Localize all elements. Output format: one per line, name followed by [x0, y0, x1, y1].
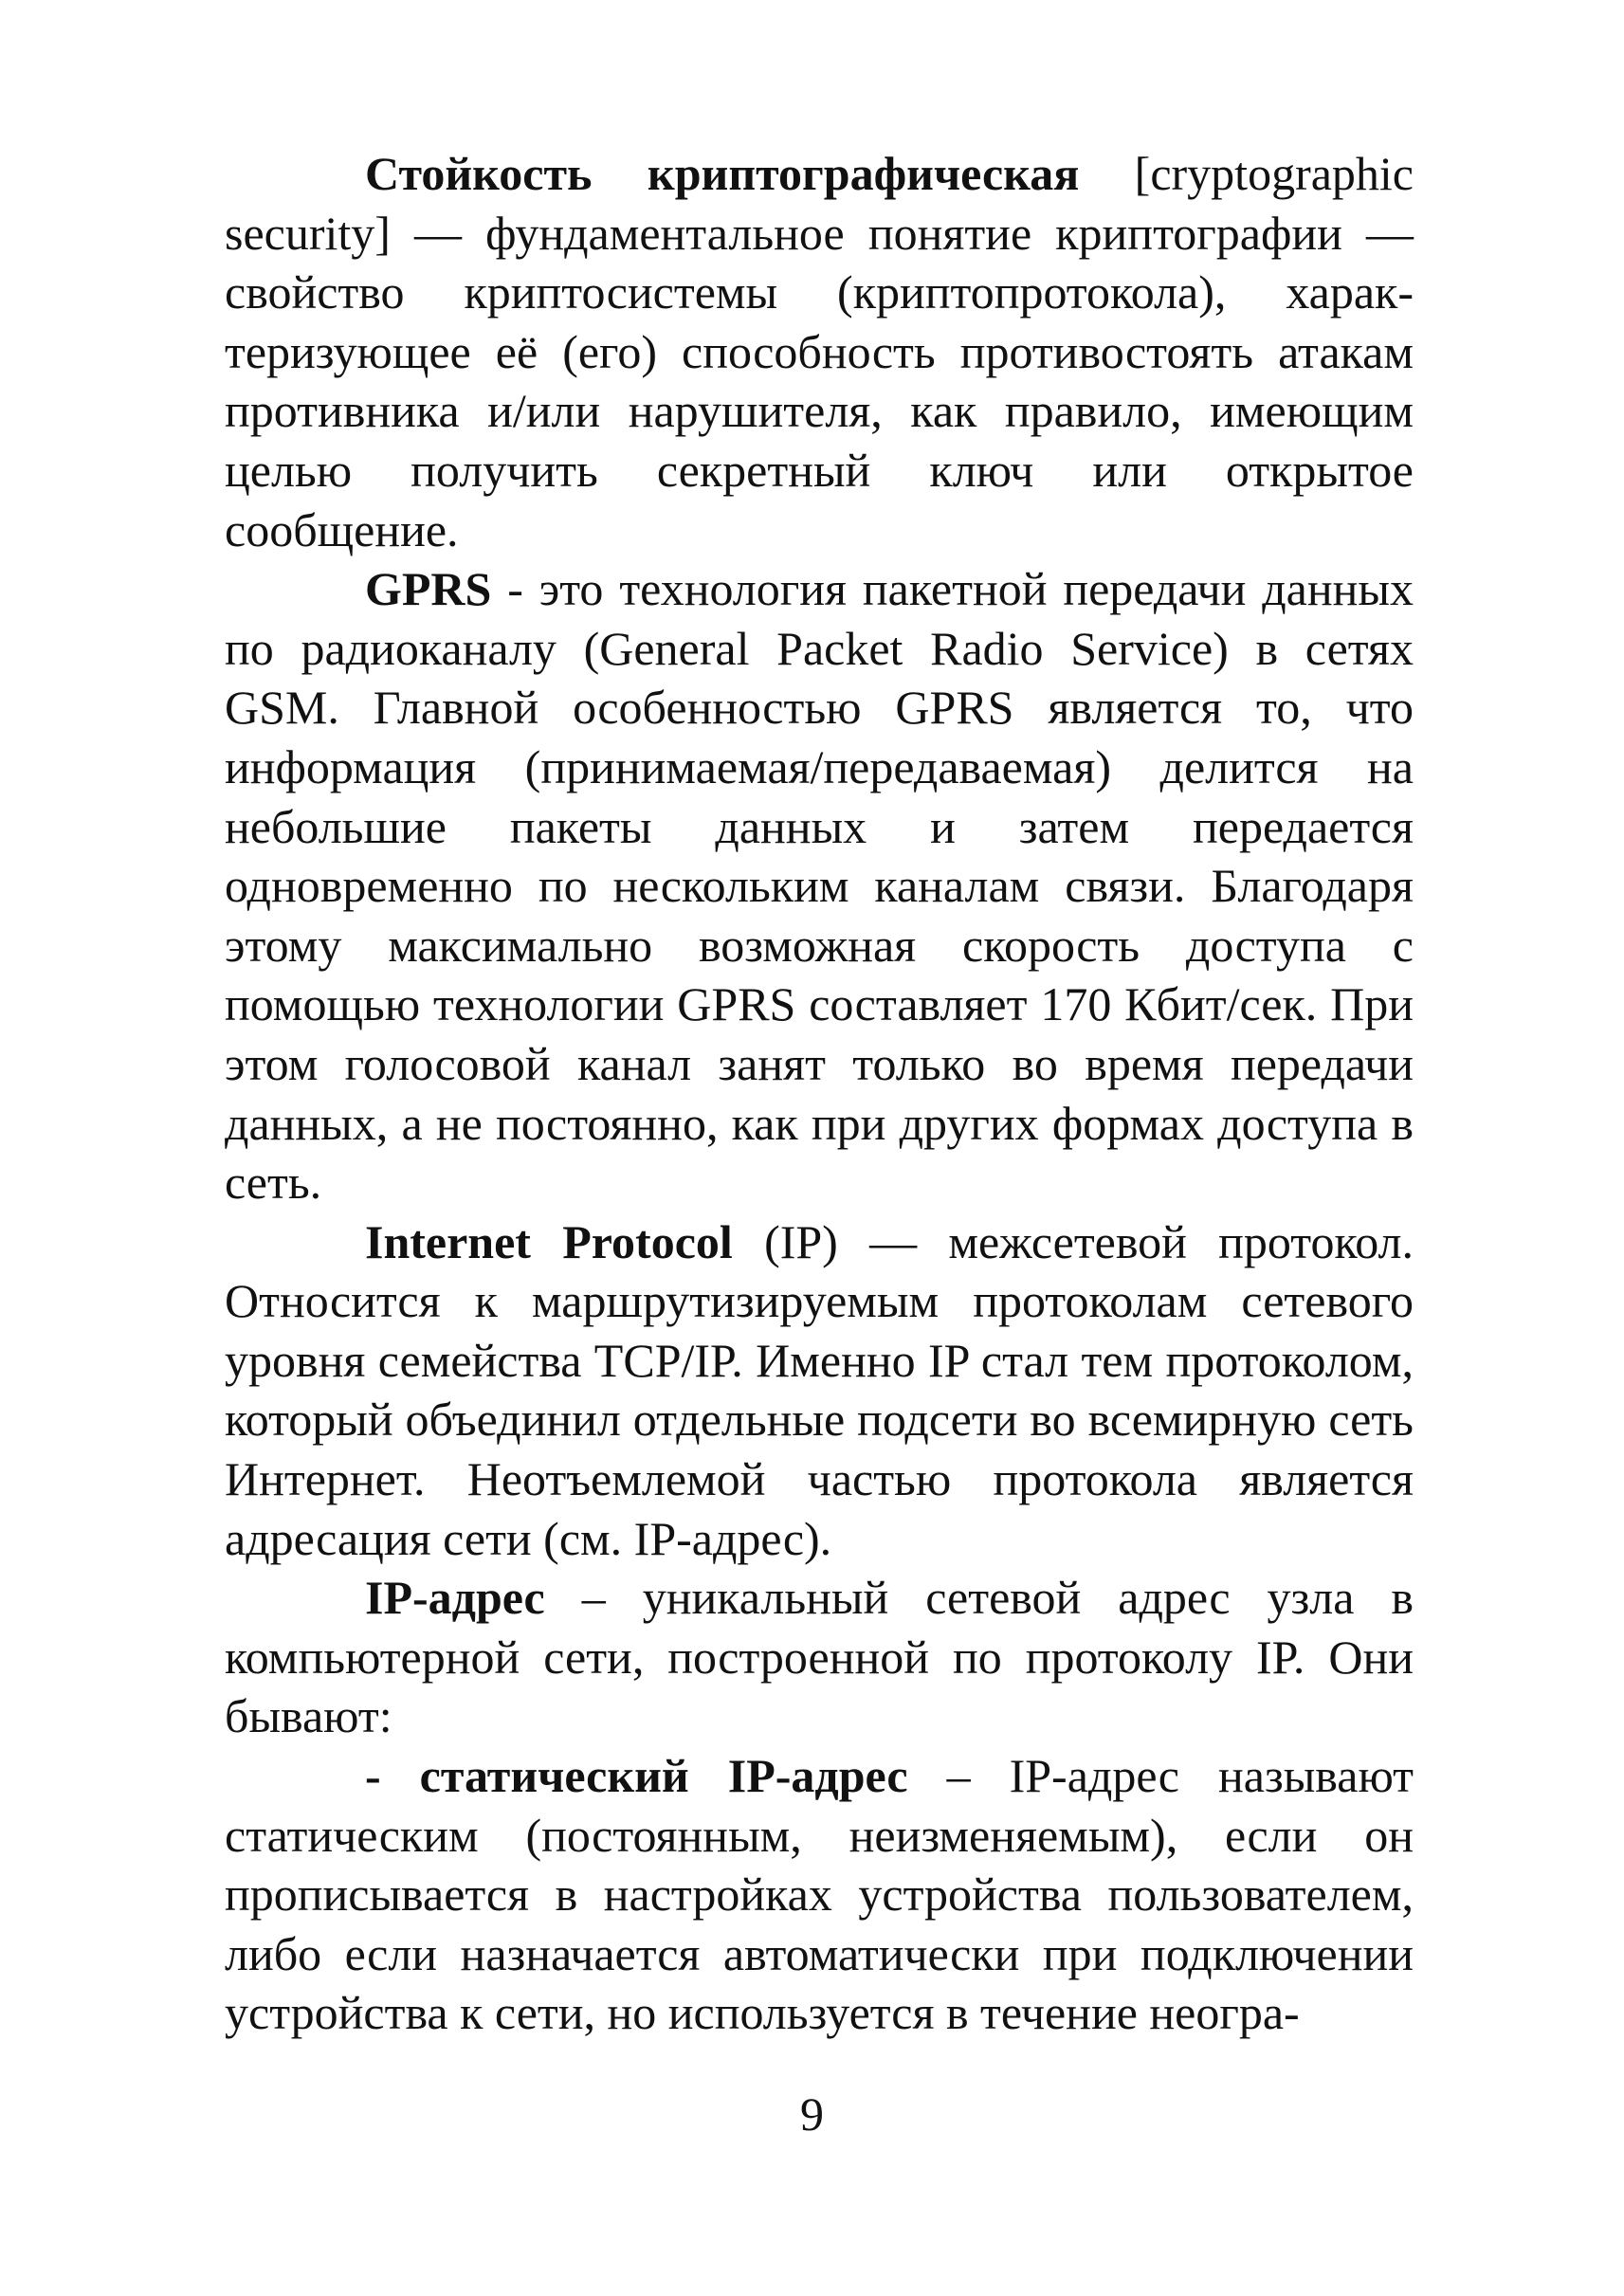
term-gprs: GPRS — [365, 562, 492, 616]
term-static-ip-address: - статический IP-адрес — [365, 1749, 908, 1803]
entry-ip-address — [225, 1568, 1414, 1746]
definition-gprs: - это технология пакетной передачи данных по радиоканалу (General Packet Radio Service) в сетях GSM. Главной особенностью GPRS является то, что информация (принимаемая/передаваемая) делится на небольшие пакеты данных и затем передается одновременно по нескольким каналам связи. Благодаря этому максимально возможная скорость доступа с помощью технологии GPRS составляет 170 Кбит/сек. При этом голосовой канал занят только во время передачи данных, а не постоянно, как при других формах доступа в сеть. — [225, 562, 1414, 1210]
document-page — [225, 144, 1414, 2043]
page-number: 9 — [800, 2087, 824, 2141]
entry-gprs — [225, 559, 1414, 1212]
definition-static-ip-address: – IP-адрес называют статическим (постоянным, неизменяемым), если он прописывается в настройках устройства пользователем, либо если назначается автоматически при подключении устройства к сети, но используется в течение неогра- — [225, 1749, 1414, 2040]
entry-internet-protocol — [225, 1212, 1414, 1569]
term-internet-protocol: Internet Protocol — [365, 1214, 733, 1268]
definition-ip-address: – уникальный сетевой адрес узла в компьютерной сети, построенной по протоколу IP. Они бывают: — [225, 1571, 1414, 1743]
term-ip-address: IP-адрес — [365, 1571, 545, 1625]
definition-internet-protocol: (IP) — межсетевой протокол. Относится к маршрутизируемым протоколам сетевого уровня семейства TCP/IP. Именно IP стал тем протоколом, который объединил отдельные подсети во всемирную сеть Интернет. Неотъемлемой частью протокола является адресация сети (см. IP-адрес). — [225, 1214, 1414, 1565]
definition-cryptographic-security: [cryptographic security] — фундаментальное понятие криптографии — свойство криптосистемы (криптопротокола), характеризующее её (его) способность противостоять атакам противника и/или нарушителя, как правило, имеющим целью получить секретный ключ или открытое сообщение. — [225, 147, 1414, 556]
term-cryptographic-security: Стойкость криптографическая — [365, 147, 1080, 200]
entry-cryptographic-security — [225, 144, 1414, 559]
entry-static-ip-address — [225, 1746, 1414, 2043]
